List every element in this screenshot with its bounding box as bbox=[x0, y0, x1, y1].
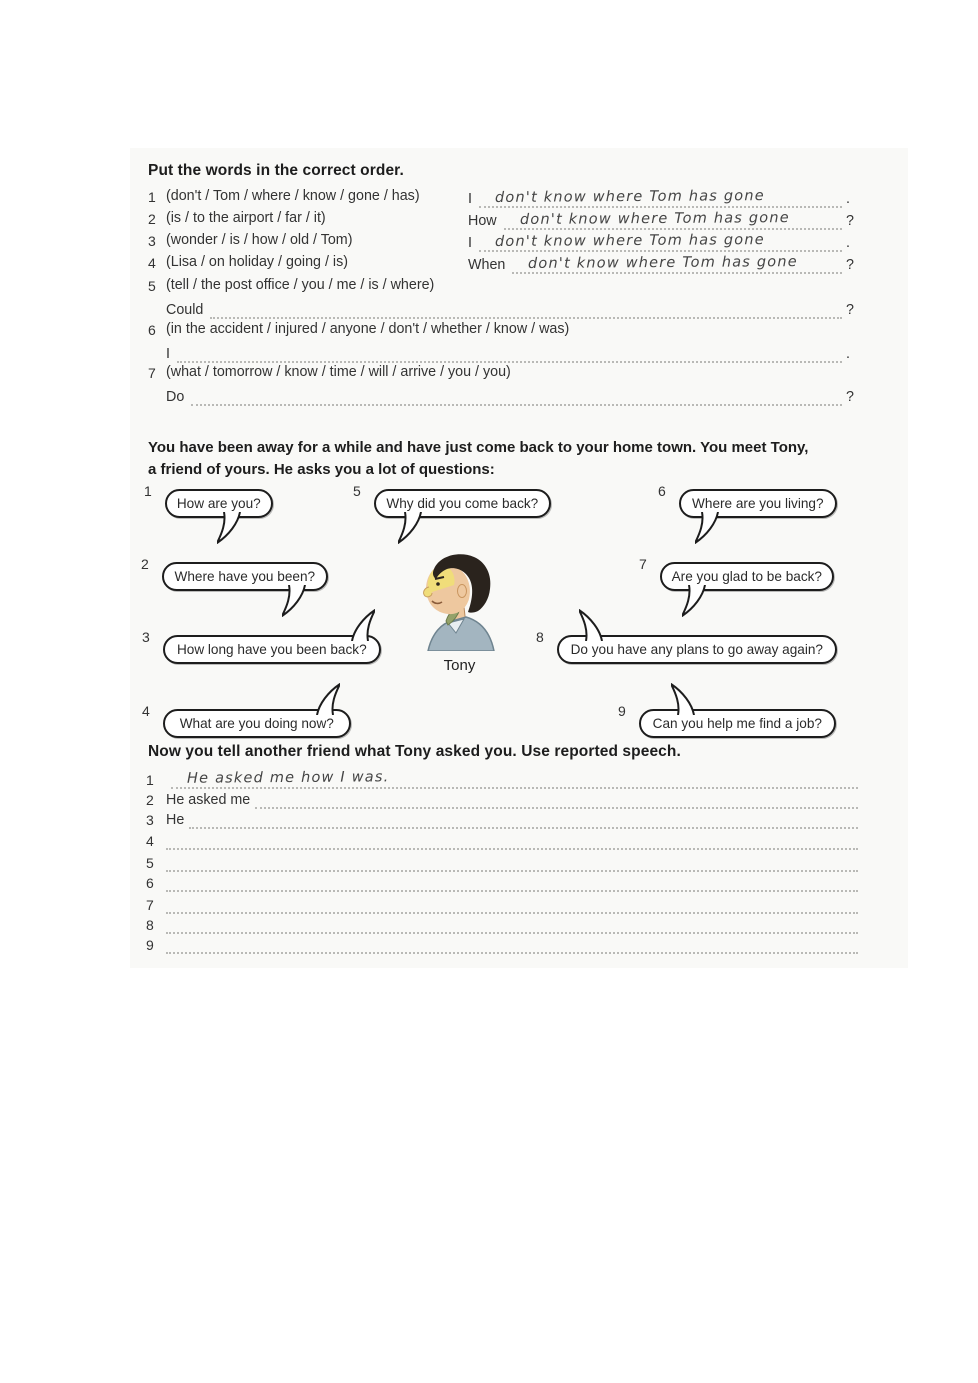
answer-starter: I bbox=[468, 235, 472, 251]
word-scramble-prompt: (Lisa / on holiday / going / is) bbox=[166, 254, 348, 270]
bubble-text: How are you? bbox=[176, 496, 261, 511]
bubble-text: What are you doing now? bbox=[179, 716, 334, 731]
end-punctuation: ? bbox=[846, 213, 854, 229]
word-scramble-prompt: (don't / Tom / where / know / gone / has) bbox=[166, 188, 420, 204]
answer-starter: Do bbox=[166, 389, 185, 405]
reported-speech-line bbox=[146, 770, 858, 789]
item-number: 3 bbox=[148, 233, 156, 249]
end-punctuation: . bbox=[846, 235, 850, 251]
speech-bubble-7 bbox=[639, 556, 834, 591]
answer-starter: When bbox=[468, 257, 506, 273]
bubble-number: 6 bbox=[658, 483, 666, 499]
answer-blank[interactable] bbox=[166, 851, 858, 872]
item-number: 2 bbox=[146, 792, 154, 808]
answer-line bbox=[468, 187, 858, 208]
bubble-tail-icon bbox=[398, 512, 428, 544]
answer-blank[interactable] bbox=[191, 383, 842, 406]
answer-line bbox=[468, 209, 858, 230]
bubble-text: Why did you come back? bbox=[386, 496, 539, 511]
handwritten-answer: He asked me how I was. bbox=[186, 769, 390, 787]
item-number: 9 bbox=[146, 937, 154, 953]
reported-speech-line bbox=[146, 810, 858, 829]
answer-line bbox=[468, 253, 858, 274]
answer-blank[interactable] bbox=[255, 788, 858, 809]
bubble-tail-icon bbox=[671, 683, 701, 715]
tony-label: Tony bbox=[443, 657, 476, 674]
speech-bubble-5 bbox=[353, 483, 551, 518]
exercise1-title: Put the words in the correct order. bbox=[148, 162, 404, 179]
answer-blank[interactable] bbox=[166, 913, 858, 934]
bubble-number: 4 bbox=[142, 703, 150, 719]
reported-speech-line bbox=[146, 790, 858, 809]
word-scramble-prompt: (tell / the post office / you / me / is / where) bbox=[166, 277, 435, 293]
bubble-tail-icon bbox=[217, 512, 247, 544]
item-number: 6 bbox=[148, 322, 156, 338]
answer-blank[interactable] bbox=[479, 185, 842, 208]
end-punctuation: ? bbox=[846, 389, 854, 405]
bubble-number: 9 bbox=[618, 703, 626, 719]
bubble-number: 5 bbox=[353, 483, 361, 499]
speech-bubble-body bbox=[162, 562, 328, 591]
answer-starter: I bbox=[166, 346, 170, 362]
bubble-number: 7 bbox=[639, 556, 647, 572]
line-prefix: He asked me bbox=[166, 792, 251, 808]
answer-blank[interactable] bbox=[189, 808, 858, 829]
speech-bubble-2 bbox=[141, 556, 328, 591]
bubble-text: Are you glad to be back? bbox=[671, 569, 822, 584]
reported-speech-line bbox=[146, 853, 858, 872]
bubble-number: 3 bbox=[142, 629, 150, 645]
word-scramble-prompt: (is / to the airport / far / it) bbox=[166, 210, 326, 226]
speech-bubble-1 bbox=[144, 483, 273, 518]
handwritten-answer: don't know where Tom has gone bbox=[519, 210, 790, 228]
bubble-tail-icon bbox=[695, 512, 725, 544]
answer-starter: Could bbox=[166, 302, 204, 318]
tony-illustration bbox=[402, 551, 517, 674]
answer-blank[interactable] bbox=[166, 871, 858, 892]
speech-bubble-body bbox=[165, 489, 273, 518]
answer-starter: How bbox=[468, 213, 497, 229]
exercise2-intro-line1: You have been away for a while and have just come back to your home town. You meet Tony, bbox=[148, 439, 809, 456]
item-number: 5 bbox=[146, 855, 154, 871]
word-scramble-prompt: (wonder / is / how / old / Tom) bbox=[166, 232, 353, 248]
speech-bubble-8 bbox=[536, 629, 837, 664]
speech-bubble-9 bbox=[618, 703, 836, 738]
reported-speech-line bbox=[146, 935, 858, 954]
item-number: 4 bbox=[146, 833, 154, 849]
end-punctuation: ? bbox=[846, 257, 854, 273]
speech-bubble-body bbox=[557, 635, 837, 664]
bubble-tail-icon bbox=[579, 609, 609, 641]
reported-speech-line bbox=[146, 831, 858, 850]
word-scramble-prompt: (what / tomorrow / know / time / will / arrive / you / you) bbox=[166, 364, 511, 380]
reported-speech-line bbox=[146, 895, 858, 914]
answer-line bbox=[166, 385, 858, 406]
bubble-number: 8 bbox=[536, 629, 544, 645]
bubble-text: Where have you been? bbox=[174, 569, 316, 584]
end-punctuation: . bbox=[846, 346, 850, 362]
bubble-tail-icon bbox=[345, 609, 375, 641]
speech-bubble-body bbox=[679, 489, 837, 518]
answer-blank[interactable] bbox=[166, 933, 858, 954]
item-number: 3 bbox=[146, 812, 154, 828]
handwritten-answer: don't know where Tom has gone bbox=[494, 232, 765, 250]
reported-speech-line bbox=[146, 915, 858, 934]
handwritten-answer: don't know where Tom has gone bbox=[494, 188, 765, 206]
speech-bubble-body bbox=[163, 635, 381, 664]
item-number: 4 bbox=[148, 255, 156, 271]
bubble-tail-icon bbox=[682, 585, 712, 617]
item-number: 7 bbox=[148, 365, 156, 381]
end-punctuation: . bbox=[846, 191, 850, 207]
end-punctuation: ? bbox=[846, 302, 854, 318]
item-number: 2 bbox=[148, 211, 156, 227]
word-scramble-prompt: (in the accident / injured / anyone / don't / whether / know / was) bbox=[166, 321, 570, 337]
answer-line bbox=[166, 298, 858, 319]
answer-blank[interactable] bbox=[177, 340, 842, 363]
bubble-text: Where are you living? bbox=[692, 496, 824, 511]
bubble-tail-icon bbox=[282, 585, 312, 617]
speech-bubble-6 bbox=[658, 483, 837, 518]
speech-bubble-4 bbox=[142, 703, 351, 738]
speech-bubble-body bbox=[374, 489, 551, 518]
item-number: 6 bbox=[146, 875, 154, 891]
speech-bubble-3 bbox=[142, 629, 381, 664]
answer-starter: I bbox=[468, 191, 472, 207]
line-prefix: He bbox=[166, 812, 185, 828]
bubble-number: 2 bbox=[141, 556, 149, 572]
answer-blank[interactable] bbox=[479, 229, 842, 252]
answer-blank[interactable] bbox=[504, 207, 842, 230]
bubble-text: How long have you been back? bbox=[176, 642, 367, 657]
item-number: 5 bbox=[148, 278, 156, 294]
item-number: 7 bbox=[146, 897, 154, 913]
item-number: 8 bbox=[146, 917, 154, 933]
speech-bubble-body bbox=[660, 562, 834, 591]
item-number: 1 bbox=[148, 189, 156, 205]
answer-blank[interactable] bbox=[512, 251, 842, 274]
answer-blank[interactable] bbox=[210, 296, 842, 319]
answer-line bbox=[166, 342, 858, 363]
bubble-text: Can you help me find a job? bbox=[652, 716, 822, 731]
exercise3-title: Now you tell another friend what Tony asked you. Use reported speech. bbox=[148, 743, 681, 760]
reported-speech-line bbox=[146, 873, 858, 892]
bubble-text: Do you have any plans to go away again? bbox=[570, 642, 823, 657]
bubble-number: 1 bbox=[144, 483, 152, 499]
item-number: 1 bbox=[146, 772, 154, 788]
speech-bubble-body bbox=[639, 709, 836, 738]
bubble-tail-icon bbox=[310, 683, 340, 715]
speech-bubble-body bbox=[163, 709, 351, 738]
exercise2-intro-line2: a friend of yours. He asks you a lot of questions: bbox=[148, 461, 495, 478]
tony-cartoon-icon bbox=[402, 551, 517, 651]
answer-blank[interactable] bbox=[166, 829, 858, 850]
answer-blank[interactable] bbox=[166, 893, 858, 914]
answer-line bbox=[468, 231, 858, 252]
answer-blank[interactable] bbox=[171, 768, 858, 789]
handwritten-answer: don't know where Tom has gone bbox=[528, 254, 799, 272]
